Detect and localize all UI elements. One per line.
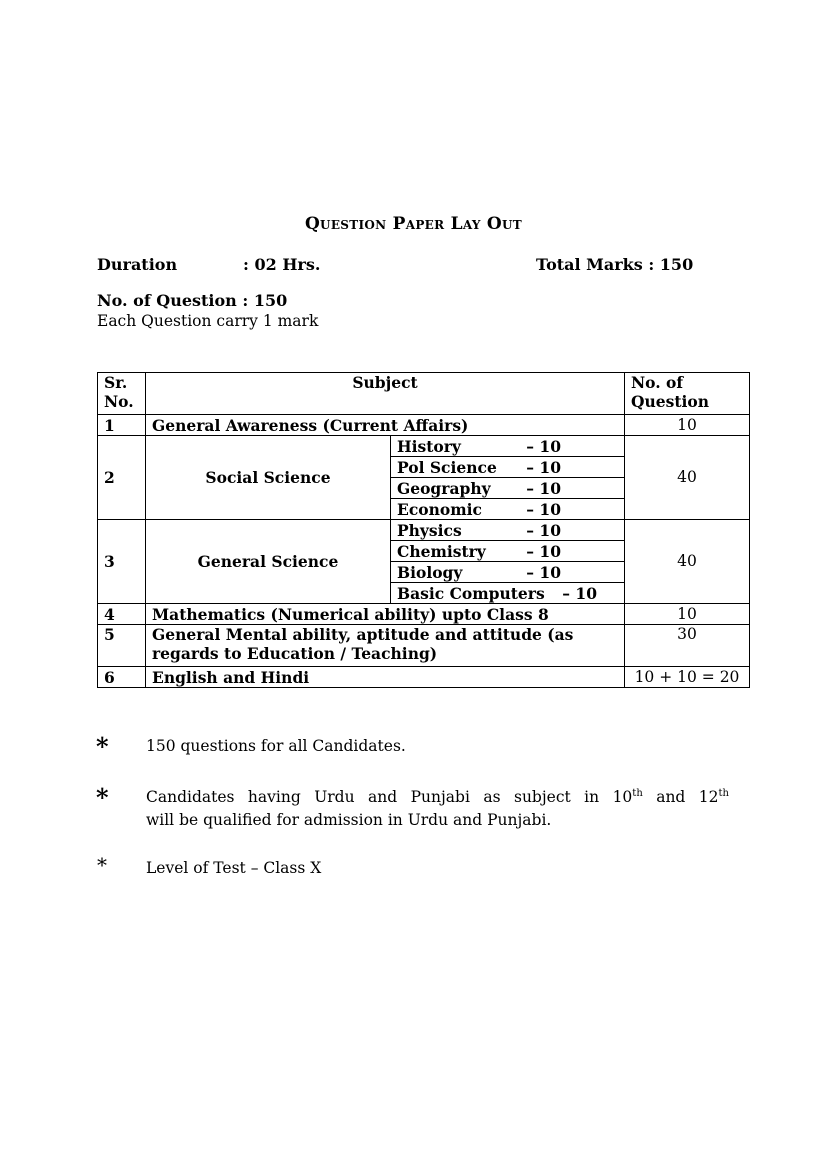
sub-subject: Geography – 10 — [391, 478, 625, 499]
row-sr: 3 — [98, 520, 146, 604]
table-row — [98, 415, 750, 436]
sub-subject: History – 10 — [391, 436, 625, 457]
table-row — [98, 625, 750, 667]
marking-note: Each Question carry 1 mark — [97, 312, 319, 330]
row-sr: 5 — [98, 625, 146, 667]
row-sr: 2 — [98, 436, 146, 520]
bullet-asterisk: * — [97, 853, 107, 877]
sub-subject: Physics – 10 — [391, 520, 625, 541]
row-subject: General Awareness (Current Affairs) — [146, 415, 625, 436]
table-row — [98, 604, 750, 625]
note-item-continuation: will be qualified for admission in Urdu and Punjabi. — [146, 811, 552, 829]
question-layout-table — [97, 372, 750, 688]
header-sr-no: Sr. No. — [98, 373, 146, 415]
duration-value: : 02 Hrs. — [243, 255, 321, 274]
sub-subject: Pol Science – 10 — [391, 457, 625, 478]
note-item: 150 questions for all Candidates. — [146, 737, 406, 755]
header-question-count: No. of Question — [625, 373, 750, 415]
table-row — [98, 436, 750, 457]
row-subject: General Science — [146, 520, 391, 604]
row-count: 40 — [625, 520, 750, 604]
bullet-asterisk: * — [96, 783, 109, 812]
duration-label: Duration — [97, 255, 178, 274]
row-count: 10 — [625, 415, 750, 436]
row-subject: Social Science — [146, 436, 391, 520]
table-header-row — [98, 373, 750, 415]
row-count: 10 — [625, 604, 750, 625]
row-count: 40 — [625, 436, 750, 520]
sub-subject: Biology – 10 — [391, 562, 625, 583]
page-title: Question Paper Lay Out — [304, 214, 523, 234]
table-row — [98, 667, 750, 688]
note-item: Level of Test – Class X — [146, 859, 322, 877]
row-subject: General Mental ability, aptitude and attitude (as regards to Education / Teaching) — [146, 625, 625, 667]
sub-subject: Chemistry – 10 — [391, 541, 625, 562]
header-subject: Subject — [146, 373, 625, 415]
row-subject: Mathematics (Numerical ability) upto Class 8 — [146, 604, 625, 625]
row-subject: English and Hindi — [146, 667, 625, 688]
row-sr: 4 — [98, 604, 146, 625]
row-count: 30 — [625, 625, 750, 667]
table-row — [98, 520, 750, 541]
sub-subject: Basic Computers – 10 — [391, 583, 625, 604]
row-count: 10 + 10 = 20 — [625, 667, 750, 688]
row-sr: 6 — [98, 667, 146, 688]
sub-subject: Economic – 10 — [391, 499, 625, 520]
row-sr: 1 — [98, 415, 146, 436]
bullet-asterisk: * — [96, 732, 109, 761]
total-marks: Total Marks : 150 — [536, 255, 694, 274]
note-item: Candidates having Urdu and Punjabi as subject in 10th and 12th — [146, 788, 729, 807]
number-of-questions: No. of Question : 150 — [97, 291, 288, 310]
